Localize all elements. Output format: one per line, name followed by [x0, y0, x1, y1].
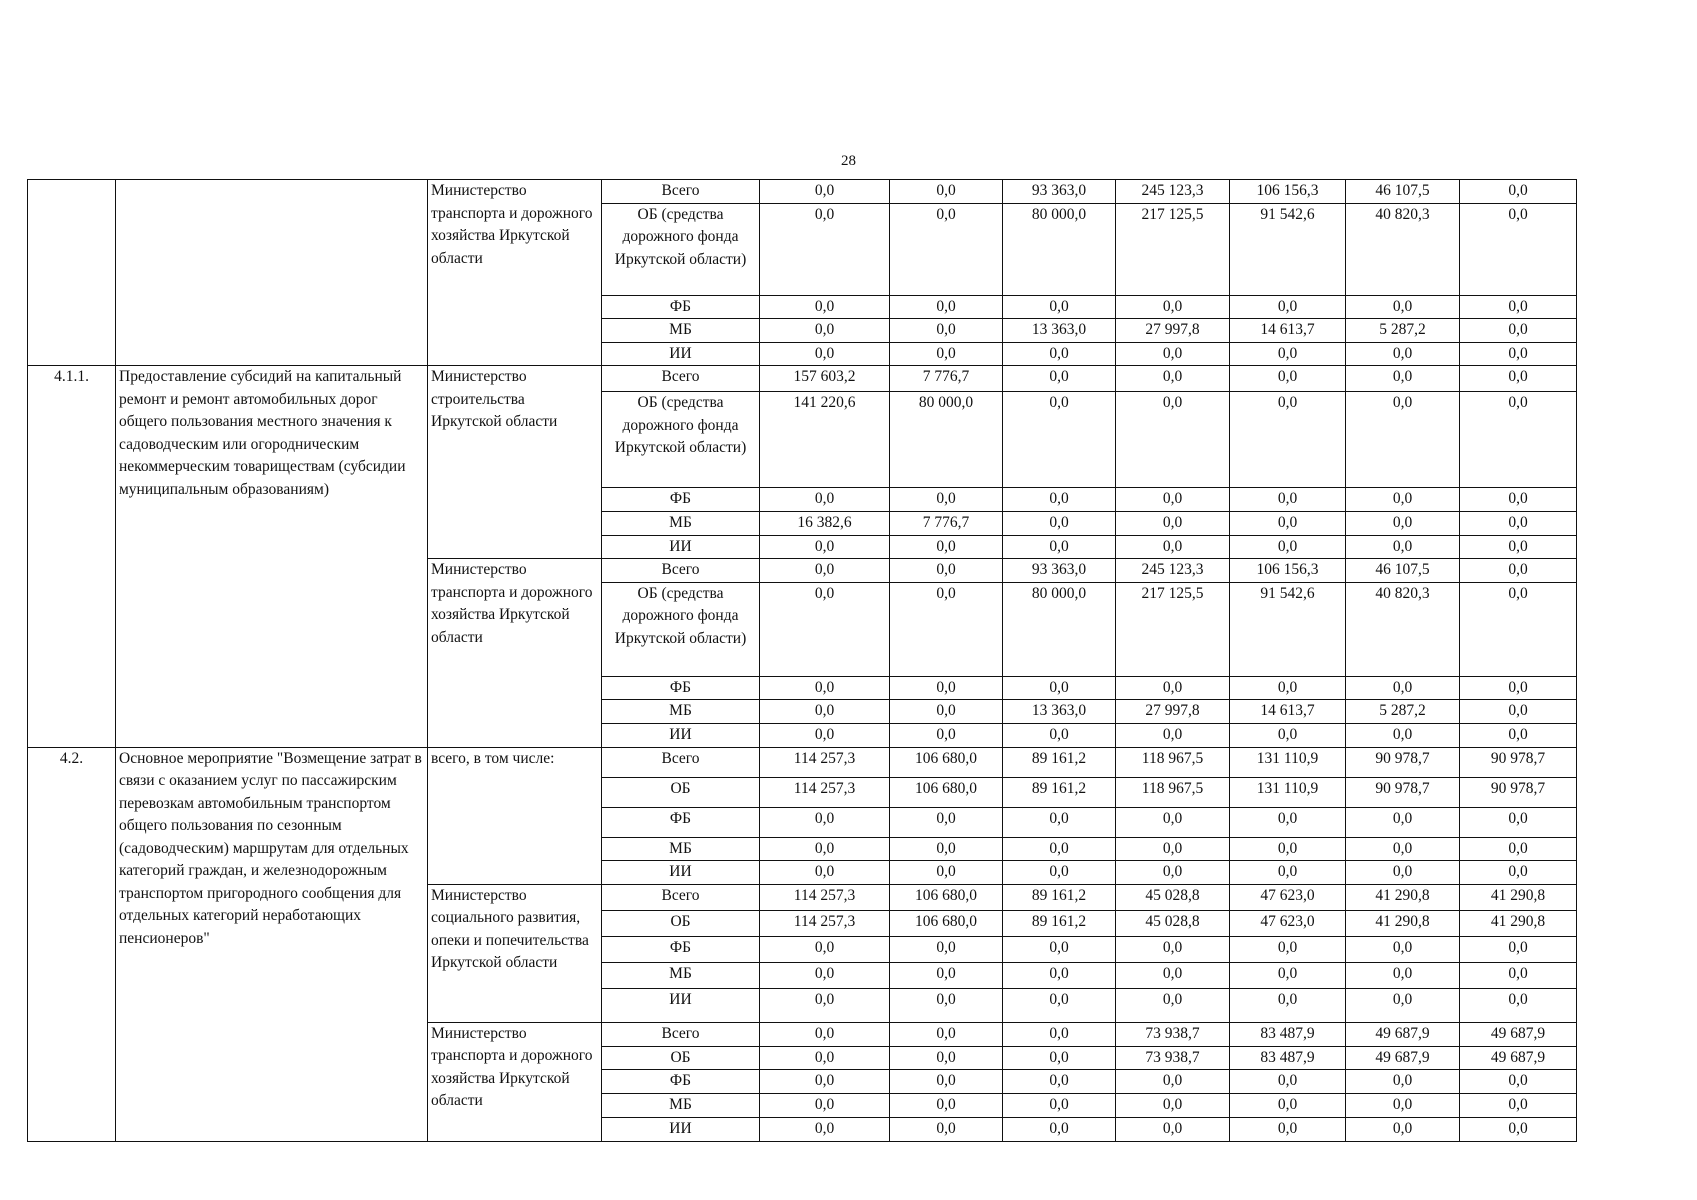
- amount-cell: 118 967,5: [1116, 777, 1230, 807]
- amount-cell: 91 542,6: [1230, 203, 1346, 295]
- amount-cell: 0,0: [1230, 511, 1346, 535]
- amount-cell: 0,0: [1116, 342, 1230, 366]
- amount-cell: 0,0: [1346, 723, 1460, 747]
- amount-cell: 89 161,2: [1003, 910, 1116, 936]
- amount-cell: 0,0: [890, 837, 1003, 861]
- amount-cell: 0,0: [1346, 366, 1460, 392]
- funding-source: МБ: [602, 1094, 760, 1118]
- amount-cell: 0,0: [760, 676, 890, 700]
- amount-cell: 0,0: [1003, 723, 1116, 747]
- amount-cell: 0,0: [1003, 1094, 1116, 1118]
- amount-cell: 0,0: [1460, 1117, 1577, 1141]
- amount-cell: 245 123,3: [1116, 559, 1230, 583]
- amount-cell: 245 123,3: [1116, 180, 1230, 204]
- amount-cell: 114 257,3: [760, 884, 890, 910]
- amount-cell: 93 363,0: [1003, 180, 1116, 204]
- executor-name: Министерство социального развития, опеки и попечительства Иркутской области: [428, 884, 602, 1022]
- amount-cell: 93 363,0: [1003, 559, 1116, 583]
- amount-cell: 0,0: [1116, 837, 1230, 861]
- amount-cell: 16 382,6: [760, 511, 890, 535]
- funding-source: ИИ: [602, 535, 760, 559]
- amount-cell: 41 290,8: [1346, 910, 1460, 936]
- amount-cell: 0,0: [1116, 535, 1230, 559]
- funding-source: Всего: [602, 747, 760, 777]
- amount-cell: 89 161,2: [1003, 884, 1116, 910]
- amount-cell: 0,0: [1003, 837, 1116, 861]
- amount-cell: 7 776,7: [890, 366, 1003, 392]
- amount-cell: 0,0: [890, 676, 1003, 700]
- amount-cell: 0,0: [760, 1117, 890, 1141]
- amount-cell: 80 000,0: [1003, 203, 1116, 295]
- amount-cell: 0,0: [1346, 342, 1460, 366]
- amount-cell: 0,0: [760, 837, 890, 861]
- amount-cell: 0,0: [1460, 366, 1577, 392]
- funding-source: Всего: [602, 559, 760, 583]
- amount-cell: 0,0: [890, 1094, 1003, 1118]
- amount-cell: 0,0: [1003, 861, 1116, 885]
- amount-cell: 0,0: [760, 1094, 890, 1118]
- page-number: 28: [841, 153, 856, 169]
- amount-cell: 0,0: [1346, 962, 1460, 988]
- amount-cell: 0,0: [760, 295, 890, 319]
- budget-table: [27, 179, 1577, 1142]
- amount-cell: 0,0: [1230, 342, 1346, 366]
- amount-cell: 0,0: [760, 807, 890, 837]
- amount-cell: 5 287,2: [1346, 319, 1460, 343]
- amount-cell: 0,0: [760, 535, 890, 559]
- funding-source: ОБ: [602, 1046, 760, 1070]
- amount-cell: 0,0: [1116, 962, 1230, 988]
- amount-cell: 0,0: [1116, 1117, 1230, 1141]
- amount-cell: 106 680,0: [890, 777, 1003, 807]
- amount-cell: 0,0: [1346, 392, 1460, 488]
- amount-cell: 0,0: [1460, 559, 1577, 583]
- funding-source: ИИ: [602, 861, 760, 885]
- amount-cell: 0,0: [1116, 1094, 1230, 1118]
- amount-cell: 0,0: [1230, 861, 1346, 885]
- amount-cell: 0,0: [760, 1022, 890, 1046]
- amount-cell: 0,0: [1460, 723, 1577, 747]
- amount-cell: 0,0: [760, 180, 890, 204]
- amount-cell: 0,0: [760, 723, 890, 747]
- amount-cell: 0,0: [760, 988, 890, 1022]
- amount-cell: 0,0: [890, 861, 1003, 885]
- amount-cell: 0,0: [1116, 807, 1230, 837]
- amount-cell: 0,0: [1460, 203, 1577, 295]
- amount-cell: 49 687,9: [1460, 1046, 1577, 1070]
- funding-source: МБ: [602, 319, 760, 343]
- amount-cell: 0,0: [760, 319, 890, 343]
- amount-cell: 0,0: [1003, 936, 1116, 962]
- amount-cell: 0,0: [1460, 535, 1577, 559]
- amount-cell: 0,0: [890, 1117, 1003, 1141]
- amount-cell: 90 978,7: [1346, 777, 1460, 807]
- amount-cell: 0,0: [1460, 342, 1577, 366]
- amount-cell: 0,0: [1116, 1070, 1230, 1094]
- amount-cell: 0,0: [1116, 511, 1230, 535]
- funding-source: ИИ: [602, 1117, 760, 1141]
- amount-cell: 7 776,7: [890, 511, 1003, 535]
- executor-name: всего, в том числе:: [428, 747, 602, 884]
- amount-cell: 0,0: [1003, 1046, 1116, 1070]
- amount-cell: 0,0: [890, 1070, 1003, 1094]
- amount-cell: 0,0: [890, 723, 1003, 747]
- amount-cell: 0,0: [1346, 837, 1460, 861]
- amount-cell: 0,0: [1230, 488, 1346, 512]
- amount-cell: 27 997,8: [1116, 319, 1230, 343]
- amount-cell: 0,0: [890, 180, 1003, 204]
- amount-cell: 89 161,2: [1003, 747, 1116, 777]
- amount-cell: 80 000,0: [890, 392, 1003, 488]
- amount-cell: 141 220,6: [760, 392, 890, 488]
- amount-cell: 0,0: [1460, 807, 1577, 837]
- amount-cell: 217 125,5: [1116, 582, 1230, 676]
- amount-cell: 106 156,3: [1230, 180, 1346, 204]
- amount-cell: 73 938,7: [1116, 1046, 1230, 1070]
- amount-cell: 41 290,8: [1460, 884, 1577, 910]
- amount-cell: 0,0: [1003, 366, 1116, 392]
- amount-cell: 106 680,0: [890, 884, 1003, 910]
- amount-cell: 49 687,9: [1346, 1046, 1460, 1070]
- amount-cell: 0,0: [1003, 676, 1116, 700]
- amount-cell: 46 107,5: [1346, 559, 1460, 583]
- amount-cell: 0,0: [760, 936, 890, 962]
- amount-cell: 0,0: [1116, 861, 1230, 885]
- funding-source: МБ: [602, 511, 760, 535]
- amount-cell: 0,0: [1230, 962, 1346, 988]
- amount-cell: 90 978,7: [1346, 747, 1460, 777]
- amount-cell: 0,0: [1116, 366, 1230, 392]
- funding-source: ОБ (средства дорожного фонда Иркутской области): [602, 203, 760, 295]
- amount-cell: 0,0: [1460, 676, 1577, 700]
- table-row: [28, 366, 1577, 392]
- amount-cell: 83 487,9: [1230, 1022, 1346, 1046]
- amount-cell: 0,0: [890, 1046, 1003, 1070]
- amount-cell: 0,0: [1346, 988, 1460, 1022]
- amount-cell: 0,0: [1460, 295, 1577, 319]
- amount-cell: 0,0: [1346, 807, 1460, 837]
- amount-cell: 0,0: [760, 700, 890, 724]
- funding-source: МБ: [602, 837, 760, 861]
- amount-cell: 0,0: [1116, 723, 1230, 747]
- item-number: 4.2.: [28, 747, 116, 1141]
- amount-cell: 0,0: [1346, 1070, 1460, 1094]
- amount-cell: 0,0: [1230, 807, 1346, 837]
- amount-cell: 0,0: [1460, 582, 1577, 676]
- table-row: [28, 747, 1577, 777]
- funding-source: ОБ (средства дорожного фонда Иркутской области): [602, 582, 760, 676]
- amount-cell: 5 287,2: [1346, 700, 1460, 724]
- amount-cell: 0,0: [1116, 676, 1230, 700]
- amount-cell: 0,0: [760, 582, 890, 676]
- amount-cell: 157 603,2: [760, 366, 890, 392]
- amount-cell: 0,0: [1460, 488, 1577, 512]
- funding-source: ИИ: [602, 988, 760, 1022]
- amount-cell: 0,0: [1346, 488, 1460, 512]
- amount-cell: 0,0: [1230, 988, 1346, 1022]
- amount-cell: 0,0: [1003, 392, 1116, 488]
- executor-name: Министерство транспорта и дорожного хозяйства Иркутской области: [428, 559, 602, 748]
- amount-cell: 0,0: [890, 319, 1003, 343]
- amount-cell: 0,0: [890, 1022, 1003, 1046]
- funding-source: ИИ: [602, 342, 760, 366]
- amount-cell: 0,0: [1230, 1070, 1346, 1094]
- amount-cell: 0,0: [1003, 511, 1116, 535]
- amount-cell: 0,0: [1003, 488, 1116, 512]
- amount-cell: 0,0: [1460, 1070, 1577, 1094]
- item-name: [116, 180, 428, 366]
- amount-cell: 0,0: [1003, 1070, 1116, 1094]
- amount-cell: 90 978,7: [1460, 747, 1577, 777]
- amount-cell: 47 623,0: [1230, 884, 1346, 910]
- amount-cell: 0,0: [1230, 936, 1346, 962]
- amount-cell: 106 680,0: [890, 747, 1003, 777]
- amount-cell: 0,0: [1460, 988, 1577, 1022]
- amount-cell: 0,0: [1230, 392, 1346, 488]
- amount-cell: 0,0: [890, 582, 1003, 676]
- amount-cell: 0,0: [1230, 1117, 1346, 1141]
- amount-cell: 0,0: [890, 295, 1003, 319]
- item-number: [28, 180, 116, 366]
- funding-source: Всего: [602, 366, 760, 392]
- amount-cell: 0,0: [1460, 1094, 1577, 1118]
- amount-cell: 0,0: [890, 962, 1003, 988]
- amount-cell: 106 680,0: [890, 910, 1003, 936]
- executor-name: Министерство транспорта и дорожного хозяйства Иркутской области: [428, 1022, 602, 1141]
- amount-cell: 0,0: [1346, 861, 1460, 885]
- amount-cell: 40 820,3: [1346, 203, 1460, 295]
- amount-cell: 73 938,7: [1116, 1022, 1230, 1046]
- amount-cell: 0,0: [1460, 962, 1577, 988]
- amount-cell: 0,0: [1116, 936, 1230, 962]
- amount-cell: 13 363,0: [1003, 700, 1116, 724]
- amount-cell: 0,0: [1460, 837, 1577, 861]
- funding-source: Всего: [602, 180, 760, 204]
- amount-cell: 0,0: [1346, 1117, 1460, 1141]
- amount-cell: 0,0: [890, 700, 1003, 724]
- funding-source: ИИ: [602, 723, 760, 747]
- amount-cell: 47 623,0: [1230, 910, 1346, 936]
- funding-source: МБ: [602, 962, 760, 988]
- amount-cell: 0,0: [1460, 319, 1577, 343]
- amount-cell: 0,0: [1003, 342, 1116, 366]
- amount-cell: 41 290,8: [1460, 910, 1577, 936]
- amount-cell: 0,0: [890, 807, 1003, 837]
- amount-cell: 0,0: [1460, 180, 1577, 204]
- funding-source: ОБ: [602, 910, 760, 936]
- amount-cell: 114 257,3: [760, 777, 890, 807]
- amount-cell: 0,0: [1460, 861, 1577, 885]
- amount-cell: 0,0: [890, 936, 1003, 962]
- amount-cell: 0,0: [760, 1070, 890, 1094]
- amount-cell: 0,0: [1346, 535, 1460, 559]
- item-name: Основное мероприятие "Возмещение затрат в связи с оказанием услуг по пассажирским перевозкам автомобильным транспортом общего пользования по сезонным (садоводческим) маршрутам для отдельных категорий граждан, и железнодорожным транспортом пригородного сообщения для отдельных категорий неработающих пенсионеров": [116, 747, 428, 1141]
- amount-cell: 91 542,6: [1230, 582, 1346, 676]
- funding-source: ФБ: [602, 676, 760, 700]
- amount-cell: 0,0: [760, 203, 890, 295]
- item-name: Предоставление субсидий на капитальный ремонт и ремонт автомобильных дорог общего пользования местного значения к садоводческим или огородническим некоммерческим товариществам (субсидии муниципальным образованиям): [116, 366, 428, 748]
- amount-cell: 0,0: [760, 559, 890, 583]
- amount-cell: 89 161,2: [1003, 777, 1116, 807]
- amount-cell: 0,0: [1116, 988, 1230, 1022]
- funding-source: Всего: [602, 884, 760, 910]
- amount-cell: 0,0: [1346, 1094, 1460, 1118]
- amount-cell: 0,0: [1460, 936, 1577, 962]
- amount-cell: 0,0: [1003, 295, 1116, 319]
- amount-cell: 41 290,8: [1346, 884, 1460, 910]
- funding-source: МБ: [602, 700, 760, 724]
- amount-cell: 0,0: [1230, 535, 1346, 559]
- amount-cell: 90 978,7: [1460, 777, 1577, 807]
- amount-cell: 27 997,8: [1116, 700, 1230, 724]
- amount-cell: 114 257,3: [760, 910, 890, 936]
- amount-cell: 0,0: [1116, 295, 1230, 319]
- amount-cell: 114 257,3: [760, 747, 890, 777]
- funding-source: ФБ: [602, 295, 760, 319]
- amount-cell: 14 613,7: [1230, 700, 1346, 724]
- amount-cell: 0,0: [1346, 936, 1460, 962]
- executor-name: Министерство строительства Иркутской области: [428, 366, 602, 559]
- amount-cell: 0,0: [1460, 700, 1577, 724]
- table-row: [28, 180, 1577, 204]
- amount-cell: 0,0: [890, 342, 1003, 366]
- amount-cell: 0,0: [760, 342, 890, 366]
- amount-cell: 106 156,3: [1230, 559, 1346, 583]
- amount-cell: 0,0: [890, 535, 1003, 559]
- amount-cell: 49 687,9: [1460, 1022, 1577, 1046]
- amount-cell: 0,0: [1003, 962, 1116, 988]
- amount-cell: 46 107,5: [1346, 180, 1460, 204]
- amount-cell: 40 820,3: [1346, 582, 1460, 676]
- amount-cell: 0,0: [760, 962, 890, 988]
- amount-cell: 0,0: [1230, 366, 1346, 392]
- funding-source: ФБ: [602, 807, 760, 837]
- funding-source: Всего: [602, 1022, 760, 1046]
- item-number: 4.1.1.: [28, 366, 116, 748]
- amount-cell: 0,0: [760, 1046, 890, 1070]
- funding-source: ОБ (средства дорожного фонда Иркутской области): [602, 392, 760, 488]
- funding-source: ОБ: [602, 777, 760, 807]
- executor-name: Министерство транспорта и дорожного хозяйства Иркутской области: [428, 180, 602, 366]
- amount-cell: 45 028,8: [1116, 910, 1230, 936]
- amount-cell: 0,0: [1230, 1094, 1346, 1118]
- amount-cell: 80 000,0: [1003, 582, 1116, 676]
- amount-cell: 0,0: [1460, 392, 1577, 488]
- amount-cell: 45 028,8: [1116, 884, 1230, 910]
- amount-cell: 0,0: [890, 203, 1003, 295]
- amount-cell: 0,0: [1003, 535, 1116, 559]
- amount-cell: 0,0: [1230, 676, 1346, 700]
- amount-cell: 0,0: [1003, 1022, 1116, 1046]
- amount-cell: 0,0: [1230, 723, 1346, 747]
- funding-source: ФБ: [602, 488, 760, 512]
- amount-cell: 14 613,7: [1230, 319, 1346, 343]
- amount-cell: 0,0: [1460, 511, 1577, 535]
- amount-cell: 0,0: [1230, 295, 1346, 319]
- amount-cell: 0,0: [890, 559, 1003, 583]
- amount-cell: 217 125,5: [1116, 203, 1230, 295]
- amount-cell: 0,0: [1116, 488, 1230, 512]
- amount-cell: 0,0: [1346, 676, 1460, 700]
- amount-cell: 0,0: [1003, 807, 1116, 837]
- amount-cell: 0,0: [760, 861, 890, 885]
- funding-source: ФБ: [602, 936, 760, 962]
- amount-cell: 0,0: [1346, 511, 1460, 535]
- amount-cell: 0,0: [1003, 988, 1116, 1022]
- amount-cell: 131 110,9: [1230, 777, 1346, 807]
- amount-cell: 0,0: [1116, 392, 1230, 488]
- amount-cell: 118 967,5: [1116, 747, 1230, 777]
- amount-cell: 0,0: [760, 488, 890, 512]
- amount-cell: 13 363,0: [1003, 319, 1116, 343]
- amount-cell: 0,0: [1346, 295, 1460, 319]
- amount-cell: 0,0: [890, 488, 1003, 512]
- amount-cell: 0,0: [1230, 837, 1346, 861]
- amount-cell: 0,0: [1003, 1117, 1116, 1141]
- amount-cell: 83 487,9: [1230, 1046, 1346, 1070]
- amount-cell: 0,0: [890, 988, 1003, 1022]
- funding-source: ФБ: [602, 1070, 760, 1094]
- amount-cell: 131 110,9: [1230, 747, 1346, 777]
- amount-cell: 49 687,9: [1346, 1022, 1460, 1046]
